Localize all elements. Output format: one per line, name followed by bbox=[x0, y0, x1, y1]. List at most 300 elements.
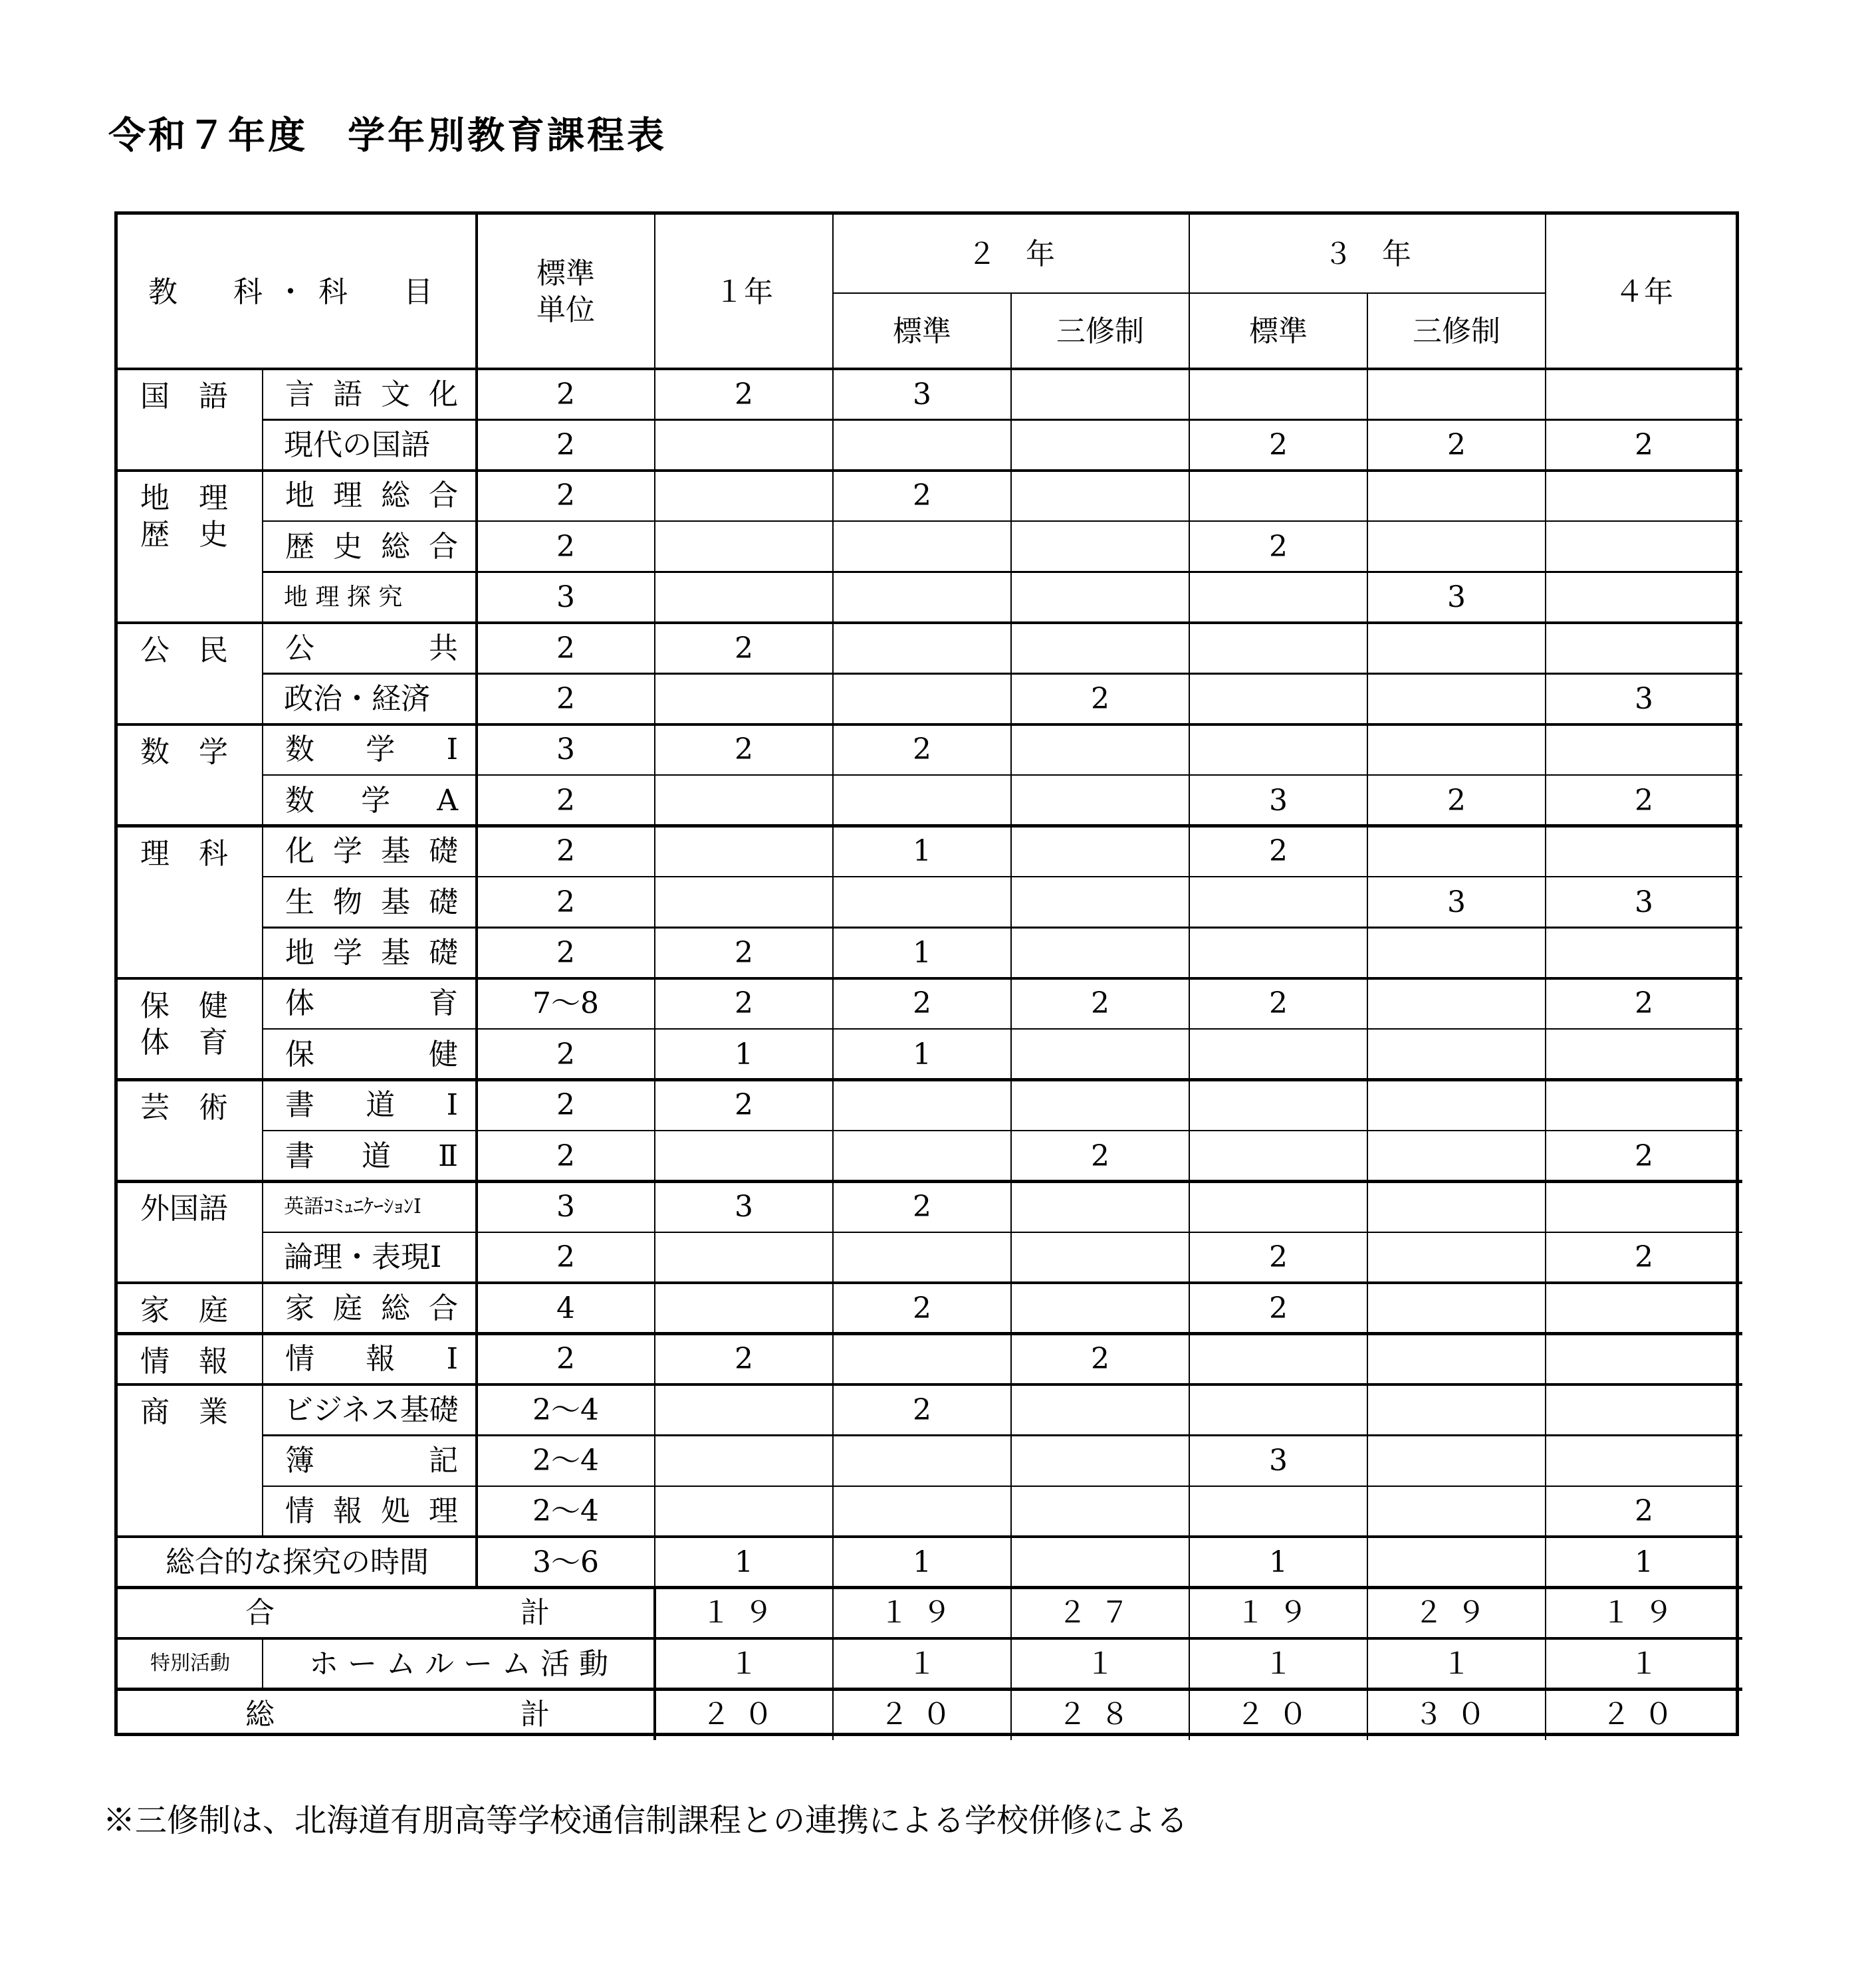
category-label: 外国語 bbox=[140, 1192, 228, 1226]
subject-name bbox=[263, 775, 477, 826]
table-cell: 3 bbox=[556, 1190, 575, 1224]
table-rule bbox=[118, 1078, 1742, 1081]
table-cell bbox=[1011, 1537, 1189, 1587]
subject-name-part: 公 bbox=[285, 631, 314, 665]
table-cell bbox=[1367, 1283, 1546, 1333]
subject-name bbox=[263, 1334, 477, 1384]
table-rule bbox=[263, 1028, 1742, 1030]
table-cell: 2 bbox=[1635, 1139, 1653, 1173]
subject-name-part: 理 bbox=[333, 479, 362, 513]
table-rule bbox=[1010, 1588, 1012, 1740]
table-cell: 1 bbox=[913, 1545, 931, 1579]
header-year1: １年 bbox=[715, 275, 773, 309]
curriculum-table bbox=[114, 211, 1739, 1736]
subject-name-part: 史 bbox=[333, 529, 362, 564]
table-cell: 1 bbox=[735, 1037, 753, 1071]
table-cell bbox=[1011, 927, 1189, 978]
table-cell: 2〜4 bbox=[532, 1494, 599, 1529]
subject-name-part: 数 bbox=[285, 732, 314, 767]
table-cell: 2 bbox=[556, 1342, 575, 1377]
table-rule bbox=[654, 215, 656, 369]
table-cell bbox=[1546, 1080, 1742, 1131]
goukei-label: 計 bbox=[521, 1596, 550, 1630]
subject-name bbox=[263, 1131, 477, 1181]
total-cell: ２０ bbox=[1601, 1698, 1686, 1732]
subject-name bbox=[263, 1080, 477, 1131]
table-cell bbox=[833, 877, 1011, 927]
table-cell: 2 bbox=[1635, 783, 1653, 818]
table-cell: 2〜4 bbox=[532, 1444, 599, 1478]
subject-name-part: 学 bbox=[361, 783, 391, 818]
table-cell bbox=[833, 673, 1011, 724]
header-year2: ２ 年 bbox=[967, 237, 1055, 271]
table-rule bbox=[118, 1383, 1742, 1386]
table-cell: 1 bbox=[913, 936, 931, 970]
header-year3-standard: 標準 bbox=[1249, 314, 1308, 348]
sogo-label: 総合的な探究の時間 bbox=[166, 1545, 429, 1579]
table-cell: 3 bbox=[735, 1190, 753, 1224]
subject-name bbox=[263, 419, 477, 470]
table-cell: 3 bbox=[556, 580, 575, 615]
subject-name-part: 歴 bbox=[285, 529, 314, 564]
subject-name bbox=[263, 927, 477, 978]
subject-name bbox=[263, 877, 477, 927]
category-label: 情 報 bbox=[140, 1344, 228, 1379]
subject-name-part: 基 bbox=[381, 936, 410, 970]
table-cell bbox=[1546, 1029, 1742, 1079]
table-cell bbox=[1367, 1537, 1546, 1587]
table-rule bbox=[832, 1588, 834, 1740]
table-cell bbox=[655, 1283, 833, 1333]
table-cell bbox=[1367, 826, 1546, 877]
table-cell bbox=[1367, 471, 1546, 521]
table-cell bbox=[1367, 1384, 1546, 1435]
subject-name-part: 庭 bbox=[333, 1291, 362, 1325]
subject-name-part: 地 bbox=[285, 936, 314, 970]
subject-name-part: 学 bbox=[366, 732, 396, 767]
table-cell bbox=[655, 1435, 833, 1486]
subject-name-part: 数 bbox=[285, 783, 314, 818]
table-cell bbox=[1011, 623, 1189, 673]
table-rule bbox=[118, 1688, 1742, 1691]
table-rule bbox=[1367, 1588, 1369, 1740]
subject-name-part: 書 bbox=[285, 1139, 314, 1173]
subject-name-part: 道 bbox=[366, 1088, 396, 1123]
table-cell bbox=[1011, 775, 1189, 826]
table-cell: 2 bbox=[1091, 986, 1109, 1021]
table-cell: 3 bbox=[1447, 885, 1466, 919]
subject-name bbox=[263, 1283, 477, 1333]
table-cell bbox=[1546, 521, 1742, 572]
total-cell: ３０ bbox=[1414, 1698, 1499, 1732]
table-rule bbox=[1189, 1588, 1191, 1740]
table-cell: 2〜4 bbox=[532, 1392, 599, 1427]
table-cell: １ bbox=[907, 1646, 937, 1681]
total-cell: １９ bbox=[1601, 1596, 1686, 1630]
subject-name-part: 政治・経済 bbox=[284, 682, 430, 717]
table-cell bbox=[833, 572, 1011, 623]
table-cell: 2 bbox=[556, 834, 575, 869]
subject-name-part: 物 bbox=[333, 885, 362, 919]
table-cell bbox=[1546, 1334, 1742, 1384]
table-rule bbox=[118, 723, 1742, 726]
subject-name-part: 化 bbox=[285, 834, 314, 869]
table-cell: 2 bbox=[556, 1240, 575, 1275]
table-cell bbox=[1367, 521, 1546, 572]
subject-name-part: 文 bbox=[381, 377, 410, 411]
table-cell: 2 bbox=[1635, 1240, 1653, 1275]
table-rule bbox=[1545, 369, 1547, 1588]
category-label: 地 理 歴 史 bbox=[140, 481, 228, 552]
table-cell bbox=[1011, 1232, 1189, 1283]
subject-name-part: 礎 bbox=[429, 834, 458, 869]
table-cell: 2 bbox=[1091, 682, 1109, 717]
table-cell: 2 bbox=[556, 682, 575, 717]
table-cell: 2 bbox=[913, 986, 931, 1021]
table-cell: 1 bbox=[913, 1037, 931, 1071]
table-cell: 2 bbox=[1269, 1291, 1288, 1325]
subject-name bbox=[263, 1181, 477, 1232]
table-cell bbox=[1367, 623, 1546, 673]
table-rule bbox=[832, 369, 834, 1588]
table-cell bbox=[1011, 1435, 1189, 1486]
category-label: 数 学 bbox=[140, 734, 228, 769]
table-cell bbox=[1189, 1080, 1367, 1131]
table-cell: 7〜8 bbox=[532, 986, 599, 1021]
table-rule bbox=[1545, 215, 1547, 369]
table-rule bbox=[263, 571, 1742, 573]
table-cell: 2 bbox=[1447, 428, 1466, 463]
table-rule bbox=[118, 368, 1742, 371]
table-rule bbox=[1367, 293, 1369, 369]
table-cell: 2 bbox=[913, 1190, 931, 1224]
table-cell: 1 bbox=[913, 834, 931, 869]
table-cell bbox=[1546, 572, 1742, 623]
table-cell bbox=[833, 1334, 1011, 1384]
table-cell: １ bbox=[1442, 1646, 1471, 1681]
subject-name-part: 学 bbox=[333, 936, 362, 970]
header-subject: 教 科・科 目 bbox=[148, 275, 446, 309]
table-cell bbox=[1367, 724, 1546, 775]
subject-name-part: 報 bbox=[333, 1494, 362, 1529]
table-cell: 2 bbox=[556, 783, 575, 818]
table-cell: 2 bbox=[735, 1088, 753, 1123]
table-cell: 2 bbox=[1635, 1494, 1653, 1529]
table-rule bbox=[263, 927, 1742, 929]
table-cell: 2 bbox=[556, 631, 575, 665]
table-cell bbox=[1546, 623, 1742, 673]
table-rule bbox=[263, 1232, 1742, 1234]
table-cell: 2 bbox=[556, 1139, 575, 1173]
table-rule bbox=[118, 1535, 1742, 1539]
table-cell bbox=[1546, 927, 1742, 978]
table-cell: 2 bbox=[913, 1291, 931, 1325]
table-rule bbox=[1010, 293, 1012, 369]
subject-name-part: 地 bbox=[285, 479, 314, 513]
subject-name-part: 共 bbox=[429, 631, 458, 665]
table-cell: 2 bbox=[556, 1088, 575, 1123]
category-label: 商 業 bbox=[140, 1395, 228, 1429]
subject-name bbox=[263, 673, 477, 724]
table-cell bbox=[1011, 877, 1189, 927]
table-cell bbox=[1367, 927, 1546, 978]
subject-name-part: Ⅰ bbox=[446, 1342, 458, 1377]
table-cell bbox=[1011, 1283, 1189, 1333]
table-cell: 2 bbox=[1269, 529, 1288, 564]
table-cell bbox=[655, 1486, 833, 1537]
subject-name bbox=[263, 521, 477, 572]
table-cell bbox=[655, 1232, 833, 1283]
header-year2-sanshusei: 三修制 bbox=[1056, 314, 1144, 348]
table-cell bbox=[1546, 724, 1742, 775]
table-cell bbox=[1367, 369, 1546, 419]
subject-name-part: 基 bbox=[381, 834, 410, 869]
table-cell: 2 bbox=[913, 1392, 931, 1427]
subject-name bbox=[263, 623, 477, 673]
table-cell: 2 bbox=[556, 479, 575, 513]
table-cell bbox=[655, 521, 833, 572]
table-rule bbox=[475, 215, 479, 369]
table-cell: 2 bbox=[1635, 428, 1653, 463]
table-cell: 2 bbox=[913, 479, 931, 513]
table-cell: １ bbox=[1264, 1646, 1293, 1681]
table-cell: 3 bbox=[1447, 580, 1466, 615]
table-cell bbox=[1546, 369, 1742, 419]
tokubetsu-category: 特別活動 bbox=[150, 1652, 230, 1676]
table-cell bbox=[1189, 927, 1367, 978]
soukei-label: 計 bbox=[521, 1698, 550, 1732]
goukei-label: 合 bbox=[245, 1596, 275, 1630]
table-cell bbox=[1189, 623, 1367, 673]
table-cell bbox=[1011, 1384, 1189, 1435]
table-cell: 2 bbox=[556, 1037, 575, 1071]
table-cell bbox=[1189, 673, 1367, 724]
table-cell bbox=[655, 826, 833, 877]
table-cell bbox=[1011, 471, 1189, 521]
table-rule bbox=[654, 369, 656, 1588]
subject-name-part: 言 bbox=[285, 377, 314, 411]
table-cell bbox=[1367, 1080, 1546, 1131]
total-cell: ２７ bbox=[1058, 1596, 1143, 1630]
table-cell bbox=[655, 1131, 833, 1181]
table-cell: 3 bbox=[913, 377, 931, 411]
table-cell bbox=[1011, 724, 1189, 775]
table-rule bbox=[475, 369, 479, 1537]
total-cell: ２９ bbox=[1414, 1596, 1499, 1630]
table-cell: １ bbox=[1629, 1646, 1659, 1681]
table-rule bbox=[263, 1486, 1742, 1488]
subject-name bbox=[263, 1435, 477, 1486]
table-cell bbox=[1011, 419, 1189, 470]
table-rule bbox=[1367, 369, 1369, 1588]
subject-name-part: 英語ｺﾐｭﾆｹｰｼｮﾝⅠ bbox=[284, 1194, 421, 1218]
subject-name-part: A bbox=[437, 783, 458, 818]
subject-name-part: Ⅰ bbox=[446, 732, 458, 767]
category-label: 芸 術 bbox=[140, 1090, 228, 1125]
table-cell bbox=[1011, 572, 1189, 623]
subject-name-part: 簿 bbox=[285, 1444, 314, 1478]
table-cell bbox=[833, 1232, 1011, 1283]
subject-name-part: 情 bbox=[285, 1342, 314, 1377]
subject-name bbox=[263, 826, 477, 877]
subject-name-part: 論理・表現Ⅰ bbox=[284, 1240, 442, 1275]
table-cell bbox=[1189, 1384, 1367, 1435]
subject-name-part: 総 bbox=[381, 1291, 410, 1325]
subject-name-part: 合 bbox=[429, 479, 458, 513]
table-cell bbox=[833, 1131, 1011, 1181]
table-cell bbox=[1546, 826, 1742, 877]
table-cell bbox=[1011, 826, 1189, 877]
subject-name bbox=[263, 1486, 477, 1537]
table-cell: 2 bbox=[1091, 1139, 1109, 1173]
table-cell bbox=[833, 419, 1011, 470]
table-cell bbox=[655, 775, 833, 826]
subject-name-part: 体 bbox=[285, 986, 314, 1021]
subject-name-part: 育 bbox=[429, 986, 458, 1021]
subject-name-part: 健 bbox=[429, 1037, 458, 1071]
table-cell: 2 bbox=[556, 529, 575, 564]
table-rule bbox=[263, 774, 1742, 776]
table-rule bbox=[1545, 1588, 1547, 1740]
header-year2-standard: 標準 bbox=[893, 314, 951, 348]
header-standard-units: 標準 単位 bbox=[536, 257, 595, 327]
table-rule bbox=[1189, 369, 1191, 1588]
total-cell: ２０ bbox=[879, 1698, 965, 1732]
table-rule bbox=[832, 215, 834, 369]
subject-name-part: 記 bbox=[429, 1444, 458, 1478]
total-cell: １９ bbox=[879, 1596, 965, 1630]
table-cell bbox=[833, 521, 1011, 572]
table-cell: 2 bbox=[1269, 834, 1288, 869]
table-rule bbox=[118, 824, 1742, 828]
table-cell bbox=[1367, 673, 1546, 724]
category-label: 家 庭 bbox=[140, 1293, 228, 1328]
table-cell bbox=[1189, 1486, 1367, 1537]
table-cell bbox=[833, 1486, 1011, 1537]
table-rule bbox=[263, 876, 1742, 878]
table-cell bbox=[1189, 724, 1367, 775]
table-cell bbox=[655, 1384, 833, 1435]
table-rule bbox=[263, 673, 1742, 675]
table-cell bbox=[1189, 1334, 1367, 1384]
subject-name-part: 合 bbox=[429, 529, 458, 564]
table-cell: １ bbox=[1086, 1646, 1115, 1681]
table-cell bbox=[1546, 1181, 1742, 1232]
table-cell bbox=[1367, 1232, 1546, 1283]
table-cell bbox=[1546, 1435, 1742, 1486]
header-year3: ３ 年 bbox=[1324, 237, 1411, 271]
table-cell: 3 bbox=[1635, 885, 1653, 919]
table-cell bbox=[1189, 1029, 1367, 1079]
table-cell: 2 bbox=[735, 986, 753, 1021]
table-cell bbox=[833, 775, 1011, 826]
table-cell bbox=[655, 419, 833, 470]
table-cell bbox=[833, 1080, 1011, 1131]
table-cell bbox=[1189, 369, 1367, 419]
table-cell: 3 bbox=[1269, 783, 1288, 818]
table-rule bbox=[262, 1638, 264, 1689]
table-rule bbox=[118, 1332, 1742, 1335]
table-cell bbox=[1367, 1435, 1546, 1486]
subject-name-part: 総 bbox=[381, 529, 410, 564]
subject-name-part: 情 bbox=[285, 1494, 314, 1529]
subject-name-part: 理 bbox=[429, 1494, 458, 1529]
table-cell bbox=[1189, 1181, 1367, 1232]
table-cell bbox=[1011, 1486, 1189, 1537]
header-year4: ４年 bbox=[1615, 275, 1673, 309]
table-cell bbox=[1189, 572, 1367, 623]
table-cell: 1 bbox=[1635, 1545, 1653, 1579]
table-cell: 3 bbox=[1635, 682, 1653, 717]
table-rule bbox=[118, 1586, 1742, 1589]
category-label: 理 科 bbox=[140, 836, 228, 871]
table-cell bbox=[655, 471, 833, 521]
subject-name bbox=[263, 978, 477, 1029]
table-cell bbox=[1367, 1131, 1546, 1181]
header-year3-sanshusei: 三修制 bbox=[1413, 314, 1500, 348]
table-cell: 2 bbox=[1269, 986, 1288, 1021]
table-cell: 3 bbox=[556, 732, 575, 767]
table-cell bbox=[1367, 1029, 1546, 1079]
subject-name bbox=[263, 724, 477, 775]
table-cell bbox=[1189, 471, 1367, 521]
table-rule bbox=[263, 1434, 1742, 1436]
subject-name-part: 総 bbox=[381, 479, 410, 513]
category-label: 保 健 体 育 bbox=[140, 988, 228, 1059]
table-cell bbox=[1011, 1080, 1189, 1131]
table-cell bbox=[833, 1435, 1011, 1486]
table-cell bbox=[833, 623, 1011, 673]
subject-name-part: 地 理 探 究 bbox=[284, 584, 403, 611]
subject-name-part: 礎 bbox=[429, 885, 458, 919]
table-cell bbox=[1189, 877, 1367, 927]
table-cell bbox=[1011, 1029, 1189, 1079]
page-title: 令和７年度 学年別教育課程表 bbox=[108, 114, 667, 158]
table-cell: 2 bbox=[1091, 1342, 1109, 1377]
subject-name-part: ビジネス基礎 bbox=[284, 1392, 459, 1427]
table-cell: 2 bbox=[735, 936, 753, 970]
table-rule bbox=[475, 1537, 479, 1587]
subject-name-part: 礎 bbox=[429, 936, 458, 970]
table-cell: 3〜6 bbox=[532, 1545, 599, 1579]
subject-name bbox=[263, 369, 477, 419]
total-cell: １９ bbox=[701, 1596, 786, 1630]
table-cell: 1 bbox=[1269, 1545, 1288, 1579]
subject-name-part: 化 bbox=[429, 377, 458, 411]
subject-name-part: 合 bbox=[429, 1291, 458, 1325]
total-cell: ２０ bbox=[701, 1698, 786, 1732]
table-rule bbox=[118, 1180, 1742, 1183]
table-cell bbox=[1546, 1384, 1742, 1435]
table-cell bbox=[655, 877, 833, 927]
table-cell: １ bbox=[729, 1646, 758, 1681]
subject-name-part: 家 bbox=[285, 1291, 314, 1325]
subject-name bbox=[263, 1232, 477, 1283]
table-cell bbox=[1011, 521, 1189, 572]
tokubetsu-subject: ホ ー ム ル ー ム 活 動 bbox=[309, 1646, 608, 1681]
table-cell bbox=[1367, 1334, 1546, 1384]
table-rule bbox=[118, 621, 1742, 625]
subject-name-part: 生 bbox=[285, 885, 314, 919]
subject-name bbox=[263, 471, 477, 521]
category-label: 国 語 bbox=[140, 380, 228, 413]
table-cell: 2 bbox=[735, 377, 753, 411]
table-rule bbox=[118, 469, 1742, 473]
table-cell bbox=[1546, 471, 1742, 521]
table-cell bbox=[1011, 1181, 1189, 1232]
subject-name-part: 処 bbox=[381, 1494, 410, 1529]
table-cell: 2 bbox=[913, 732, 931, 767]
